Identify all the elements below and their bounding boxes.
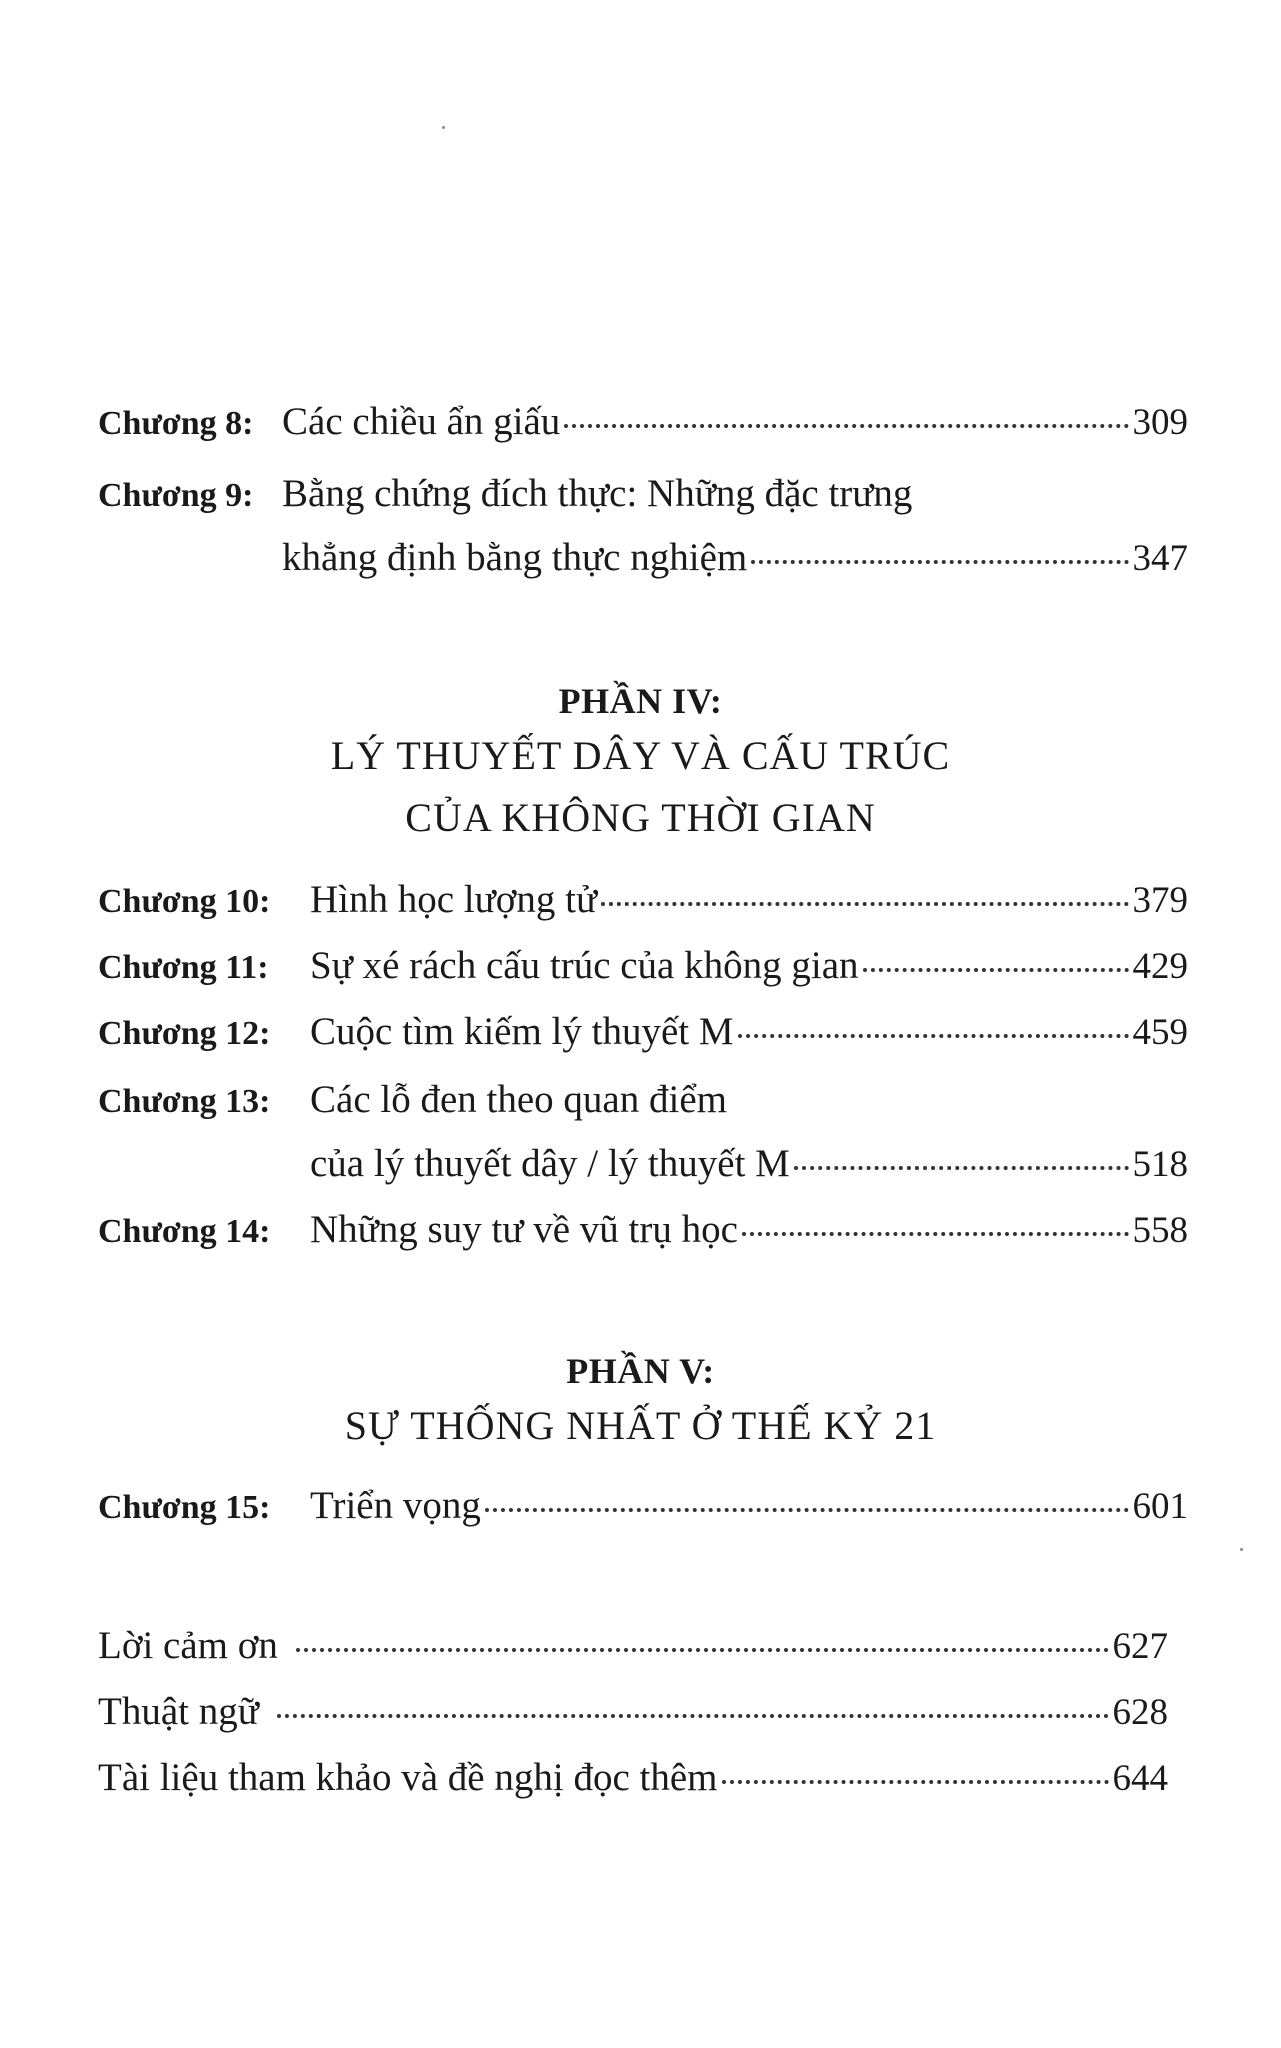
entry-title: Tài liệu tham khảo và đề nghị đọc thêm [98,1756,718,1799]
chapter-title-cont: khẳng định bằng thực nghiệm [282,536,748,579]
dot-leader [863,968,1129,972]
chapter-title: Các lỗ đen theo quan điểm [310,1078,727,1121]
part-iv-title-line1: LÝ THUYẾT DÂY VÀ CẤU TRÚC [330,733,951,778]
page-number: 601 [1132,1486,1188,1527]
toc-entry-acknowledgements[interactable] [98,1626,1168,1665]
page-number: 347 [1132,538,1188,579]
page-number: 309 [1132,402,1188,443]
dot-leader [277,1714,1109,1718]
chapter-label: Chương 9: [98,477,254,514]
chapter-title: Sự xé rách cấu trúc của không gian [310,944,859,987]
chapter-title: Hình học lượng tử [310,878,598,921]
toc-entry-glossary[interactable] [98,1692,1168,1731]
page-number: 628 [1112,1692,1168,1733]
scan-speck [442,126,445,129]
chapter-title: Cuộc tìm kiếm lý thuyết M [310,1010,734,1053]
toc-entry-chapter-11[interactable] [98,946,1188,985]
scan-speck [1240,1548,1243,1551]
page-number: 627 [1112,1626,1168,1667]
page-number: 558 [1132,1210,1188,1251]
part-v-title-line1: SỰ THỐNG NHẤT Ở THẾ KỶ 21 [344,1403,937,1448]
toc-entry-chapter-9[interactable] [98,474,1188,513]
page-number: 429 [1132,946,1188,987]
page-number: 459 [1132,1012,1188,1053]
dot-leader [601,902,1128,906]
page-number: 518 [1132,1144,1188,1185]
dot-leader [296,1648,1109,1652]
toc-entry-chapter-14[interactable] [98,1210,1188,1249]
chapter-label: Chương 8: [98,405,254,442]
dot-leader [738,1034,1129,1038]
toc-entry-chapter-13[interactable] [98,1080,1188,1119]
dot-leader [564,424,1128,428]
chapter-title: Triển vọng [310,1484,481,1527]
toc-entry-chapter-10[interactable] [98,880,1188,919]
part-iv-heading: PHẦN IV: [558,681,723,721]
page-number: 644 [1112,1758,1168,1799]
chapter-label: Chương 13: [98,1083,271,1120]
toc-entry-references[interactable] [98,1758,1168,1797]
toc-entry-chapter-8[interactable] [98,402,1188,441]
dot-leader [742,1232,1129,1236]
chapter-label: Chương 12: [98,1015,271,1052]
entry-title: Lời cảm ơn [98,1624,278,1667]
dot-leader [794,1166,1129,1170]
part-iv-title-line2: CỦA KHÔNG THỜI GIAN [405,795,876,840]
part-v-heading: PHẦN V: [566,1351,715,1391]
chapter-label: Chương 10: [98,883,271,920]
chapter-label: Chương 11: [98,949,269,986]
chapter-title-cont: của lý thuyết dây / lý thuyết M [310,1142,790,1185]
dot-leader [485,1508,1129,1512]
entry-title: Thuật ngữ [98,1690,259,1733]
page-number: 379 [1132,880,1188,921]
toc-entry-chapter-15[interactable] [98,1486,1188,1525]
chapter-label: Chương 14: [98,1213,271,1250]
dot-leader [751,560,1128,564]
chapter-title: Các chiều ẩn giấu [282,400,561,443]
toc-entry-chapter-9-cont[interactable] [98,538,1188,577]
dot-leader [722,1780,1109,1784]
toc-entry-chapter-12[interactable] [98,1012,1188,1051]
toc-entry-chapter-13-cont[interactable] [98,1144,1188,1183]
chapter-title: Bằng chứng đích thực: Những đặc trưng [282,472,913,515]
chapter-label: Chương 15: [98,1489,271,1526]
chapter-title: Những suy tư về vũ trụ học [310,1208,738,1251]
